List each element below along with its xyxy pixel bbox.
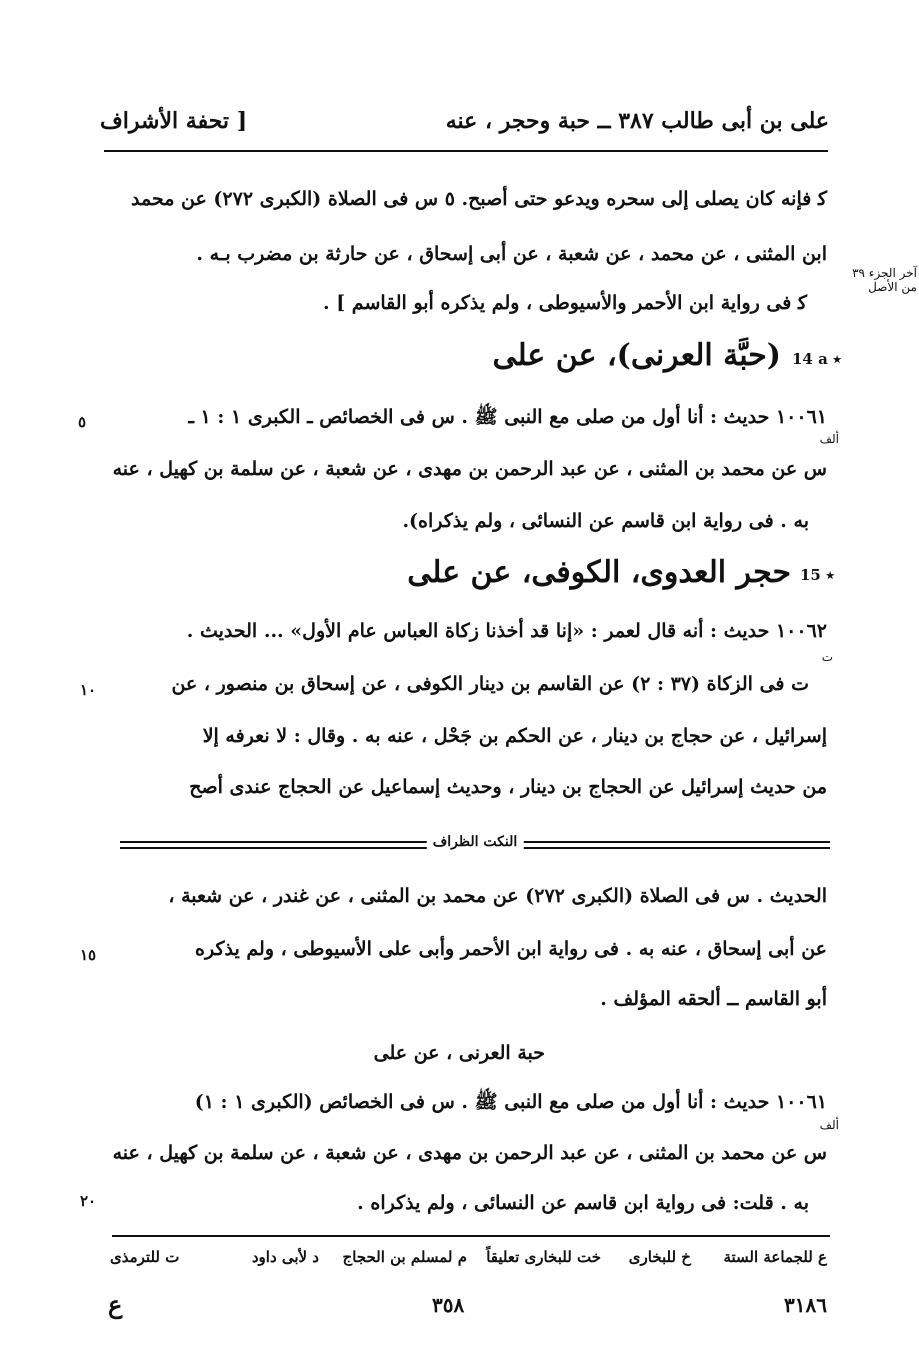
margin-line-number: ١٠ [80, 681, 97, 699]
section-number: 14 a ٭ [792, 350, 842, 368]
footer-rule [112, 1235, 830, 1237]
hadith-line: س عن محمد بن المثنى ، عن عبد الرحمن بن مهدى ، عن شعبة ، عن سلمة بن كهيل ، عنه [112, 1142, 827, 1164]
hadith-line: من حديث إسرائيل عن الحجاج بن دينار ، وحديث إسماعيل عن الحجاج عندى أصح [189, 776, 827, 798]
section-title: حجر العدوى، الكوفى، عن على [407, 555, 791, 590]
margin-siglum: ت [821, 650, 833, 664]
signature-mark: ع [108, 1290, 123, 1319]
nukat-line: عن أبى إسحاق ، عنه به . فى رواية ابن الأحمر وأبى على الأسيوطى ، ولم يذكره [195, 938, 827, 960]
margin-line-number: ٢٠ [80, 1192, 97, 1210]
sub-heading: حبة العرنى ، عن على [373, 1042, 545, 1064]
hadith-line: إسرائيل ، عن حجاج بن دينار ، عن الحكم بن جَحْل ، عنه به . وقال : لا نعرفه إلا [202, 725, 827, 747]
abbrev-3: خت للبخارى تعليقاً [486, 1248, 601, 1266]
margin-note: آخر الجزء ٣٩ من الأصل [852, 266, 917, 294]
abbrev-2: خ للبخارى [628, 1248, 691, 1266]
section-number: 15 ٭ [800, 566, 835, 584]
margin-line-number: ٥ [78, 413, 87, 431]
nukat-line: أبو القاسم ــ ألحقه المؤلف . [600, 988, 827, 1010]
hadith-line: س عن محمد بن المثنى ، عن عبد الرحمن بن مهدى ، عن شعبة ، عن سلمة بن كهيل ، عنه [112, 458, 827, 480]
text-line: ﻛ فى رواية ابن الأحمر والأسيوطى ، ولم يذكره أبو القاسم ] . [322, 292, 807, 314]
hadith-line: ت فى الزكاة (٣٧ : ٢) عن القاسم بن دينار الكوفى ، عن إسحاق بن منصور ، عن [171, 673, 809, 695]
nukat-line: الحديث . س فى الصلاة (الكبرى ٢٧٢) عن محمد بن المثنى ، عن غندر ، عن شعبة ، [168, 885, 827, 907]
hadith-line: به . قلت: فى رواية ابن قاسم عن النسائى ، ولم يذكراه . [357, 1192, 809, 1214]
volume-serial: ٣١٨٦ [784, 1293, 827, 1317]
running-header-title: على بن أبى طالب ٣٨٧ ــ حبة وحجر ، عنه [445, 108, 829, 134]
abbrev-5: د لأبى داود [251, 1248, 319, 1266]
header-rule [104, 150, 828, 152]
hadith-line: ١٠٠٦١ حديث : أنا أول من صلى مع النبى ﷺ . س فى الخصائص ـ الكبرى ١ : ١ ـ [188, 406, 827, 428]
hadith-line: ١٠٠٦٢ حديث : أنه قال لعمر : «إنا قد أخذنا زكاة العباس عام الأول» ... الحديث . [186, 620, 827, 642]
text-line: ﻛ فإنه كان يصلى إلى سحره ويدعو حتى أصبح. ٥ س فى الصلاة (الكبرى ٢٧٢) عن محمد [131, 188, 827, 210]
abbrev-4: م لمسلم بن الحجاج [342, 1248, 467, 1266]
hadith-line: به . فى رواية ابن قاسم عن النسائى ، ولم يذكراه). [402, 510, 809, 532]
page-number: ٣٥٨ [432, 1293, 465, 1317]
section-title: (حبَّة العرنى)، عن على [492, 338, 781, 373]
abbrev-1: ع للجماعة الستة [723, 1248, 827, 1266]
margin-line-number: ١٥ [80, 946, 97, 964]
ornament-label: النكت الظراف [427, 834, 524, 850]
margin-siglum: ألف [819, 1118, 839, 1132]
hadith-line: ١٠٠٦١ حديث : أنا أول من صلى مع النبى ﷺ . س فى الخصائص (الكبرى ١ : ١) [194, 1091, 827, 1113]
running-header-book: [ تحفة الأشراف [100, 108, 248, 134]
text-line: ابن المثنى ، عن محمد ، عن شعبة ، عن أبى إسحاق ، عن حارثة بن مضرب بـه . [196, 243, 827, 265]
margin-siglum: ألف [819, 432, 839, 446]
abbrev-6: ت للترمذى [110, 1248, 180, 1266]
ornament-divider [120, 833, 830, 857]
